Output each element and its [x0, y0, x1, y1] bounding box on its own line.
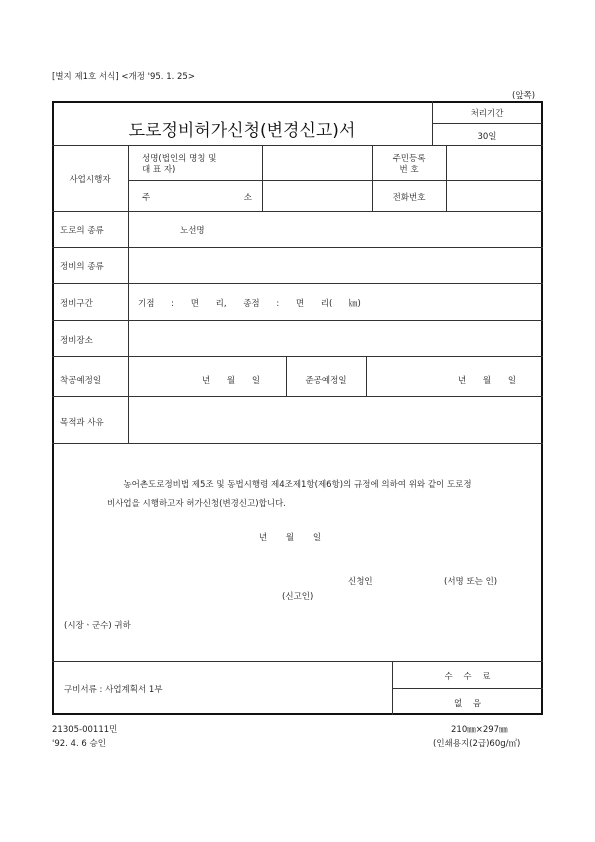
maintenance-type-label: 정비의 종류 — [60, 262, 104, 272]
maintenance-place-label: 정비장소 — [60, 336, 93, 346]
address-label: 주 소 — [142, 193, 252, 203]
declaration-line-2: 비사업을 시행하고자 허가신청(변경신고)합니다. — [107, 499, 286, 509]
road-type-label: 도로의 종류 — [60, 226, 104, 236]
start-date-label: 착공예정일 — [60, 376, 102, 386]
form-title: 도로정비허가신청(변경신고)서 — [128, 121, 356, 141]
paper-size: 210㎜×297㎜ — [451, 725, 508, 735]
page-side-label: (앞쪽) — [512, 91, 536, 101]
declaration-line-1: 농어촌도로정비법 제5조 및 동법시행령 제4조제1항(제6항)의 규정에 의하여 위와 같이 도로정 — [123, 480, 472, 490]
addressee: (시장ㆍ군수) 귀하 — [64, 621, 131, 631]
start-date-value[interactable]: 년 월 일 — [202, 376, 261, 386]
route-name-label: 노선명 — [180, 226, 205, 236]
end-date-label: 준공예정일 — [305, 376, 347, 386]
end-date-value[interactable]: 년 월 일 — [458, 376, 517, 386]
processing-period-label: 처리기간 — [470, 109, 504, 119]
fee-value: 없 음 — [453, 699, 482, 709]
required-documents: 구비서류 : 사업계획서 1부 — [64, 685, 163, 695]
phone-label: 전화번호 — [392, 193, 426, 203]
processing-period-value: 30일 — [477, 132, 497, 142]
fee-label: 수 수 료 — [444, 672, 491, 682]
declaration-date[interactable]: 년 월 일 — [259, 533, 322, 543]
form-reference: [별지 제1호 서식] <개정 '95. 1. 25> — [52, 72, 195, 82]
maintenance-section-label: 정비구간 — [60, 299, 93, 309]
purpose-label: 목적과 사유 — [60, 418, 104, 428]
signature-or-seal-label[interactable]: (서명 또는 인) — [444, 577, 498, 587]
maintenance-section-text: 기점 : 면 리, 종점 : 면 리( ㎞) — [138, 299, 361, 309]
form-code: 21305-00111민 — [52, 725, 118, 735]
rrn-label: 주민등록 번 호 — [392, 154, 426, 175]
name-label: 성명(법인의 명칭 및 대 표 자) — [142, 154, 217, 175]
applicant-section-label: 사업시행자 — [69, 175, 111, 185]
application-form — [52, 101, 543, 715]
paper-spec: (인쇄용지(2급)60g/㎡) — [433, 739, 521, 749]
approval-date: '92. 4. 6 승인 — [52, 739, 106, 749]
reporter-label: (신고인) — [282, 592, 314, 602]
applicant-signature-label: 신청인 — [348, 577, 373, 587]
